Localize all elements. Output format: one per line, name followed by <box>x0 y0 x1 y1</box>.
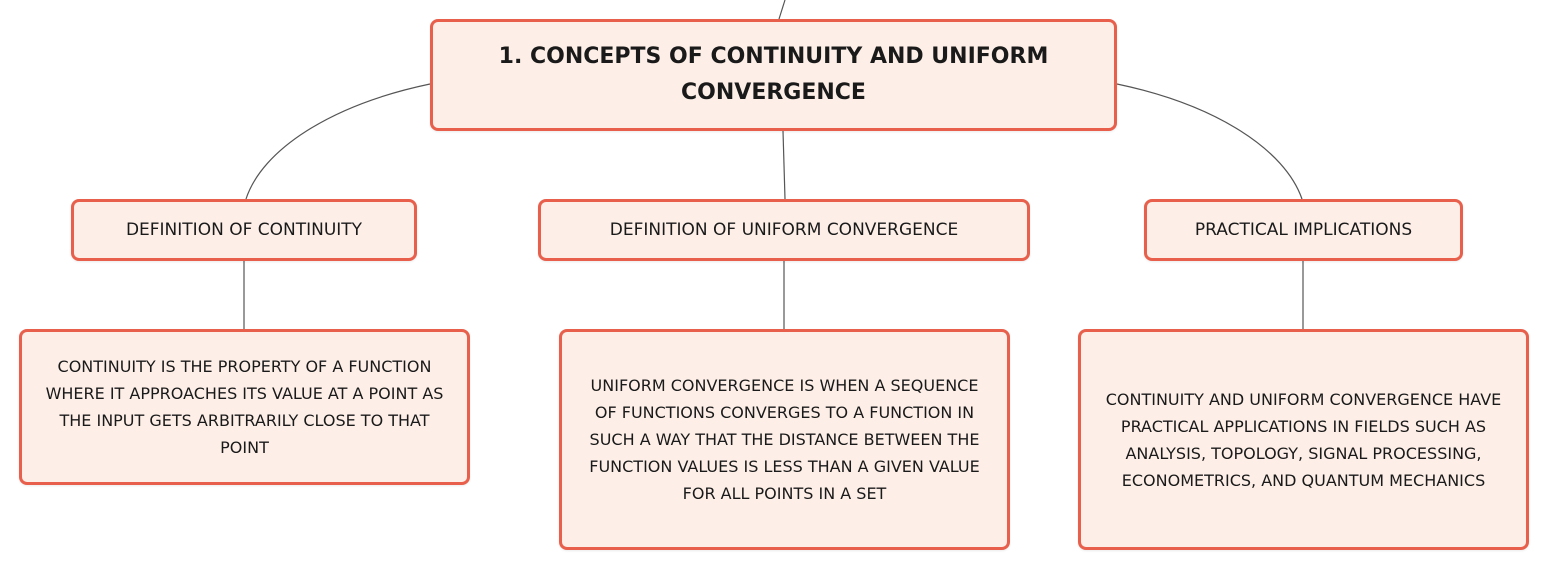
detail-text: CONTINUITY AND UNIFORM CONVERGENCE HAVE PRACTICAL APPLICATIONS IN FIELDS SUCH AS ANALYSIS, TOPOLOGY, SIGNAL PROCESSING, ECONOMETRICS, AND QUANTUM MECHANICS <box>1105 389 1502 490</box>
detail-node-continuity[interactable] <box>19 329 470 485</box>
branch-node-definition-of-uniform-convergence[interactable] <box>538 199 1030 261</box>
connector-parent-to-root <box>779 0 785 19</box>
root-topic-node[interactable] <box>430 19 1117 131</box>
root-topic-label: 1. CONCEPTS OF CONTINUITY AND UNIFORM CONVERGENCE <box>498 44 1049 105</box>
detail-node-practical-implications[interactable] <box>1078 329 1529 550</box>
detail-node-uniform-convergence[interactable] <box>559 329 1010 550</box>
connector-root-to-practical-implications <box>1117 84 1302 199</box>
branch-label: DEFINITION OF CONTINUITY <box>125 220 363 240</box>
branch-label: PRACTICAL IMPLICATIONS <box>1194 220 1413 240</box>
branch-node-practical-implications[interactable] <box>1144 199 1463 261</box>
connector-root-to-continuity <box>246 84 430 199</box>
branch-label: DEFINITION OF UNIFORM CONVERGENCE <box>609 220 959 240</box>
detail-text: CONTINUITY IS THE PROPERTY OF A FUNCTION WHERE IT APPROACHES ITS VALUE AT A POINT AS THE INPUT GETS ARBITRARILY CLOSE TO THAT POINT <box>45 357 444 457</box>
connector-root-to-uniform-convergence <box>783 131 785 199</box>
branch-node-definition-of-continuity[interactable] <box>71 199 417 261</box>
detail-text: UNIFORM CONVERGENCE IS WHEN A SEQUENCE OF FUNCTIONS CONVERGES TO A FUNCTION IN SUCH A WAY THAT THE DISTANCE BETWEEN THE FUNCTION VALUES IS LESS THAN A GIVEN VALUE FOR ALL POINTS IN A SET <box>589 376 980 503</box>
